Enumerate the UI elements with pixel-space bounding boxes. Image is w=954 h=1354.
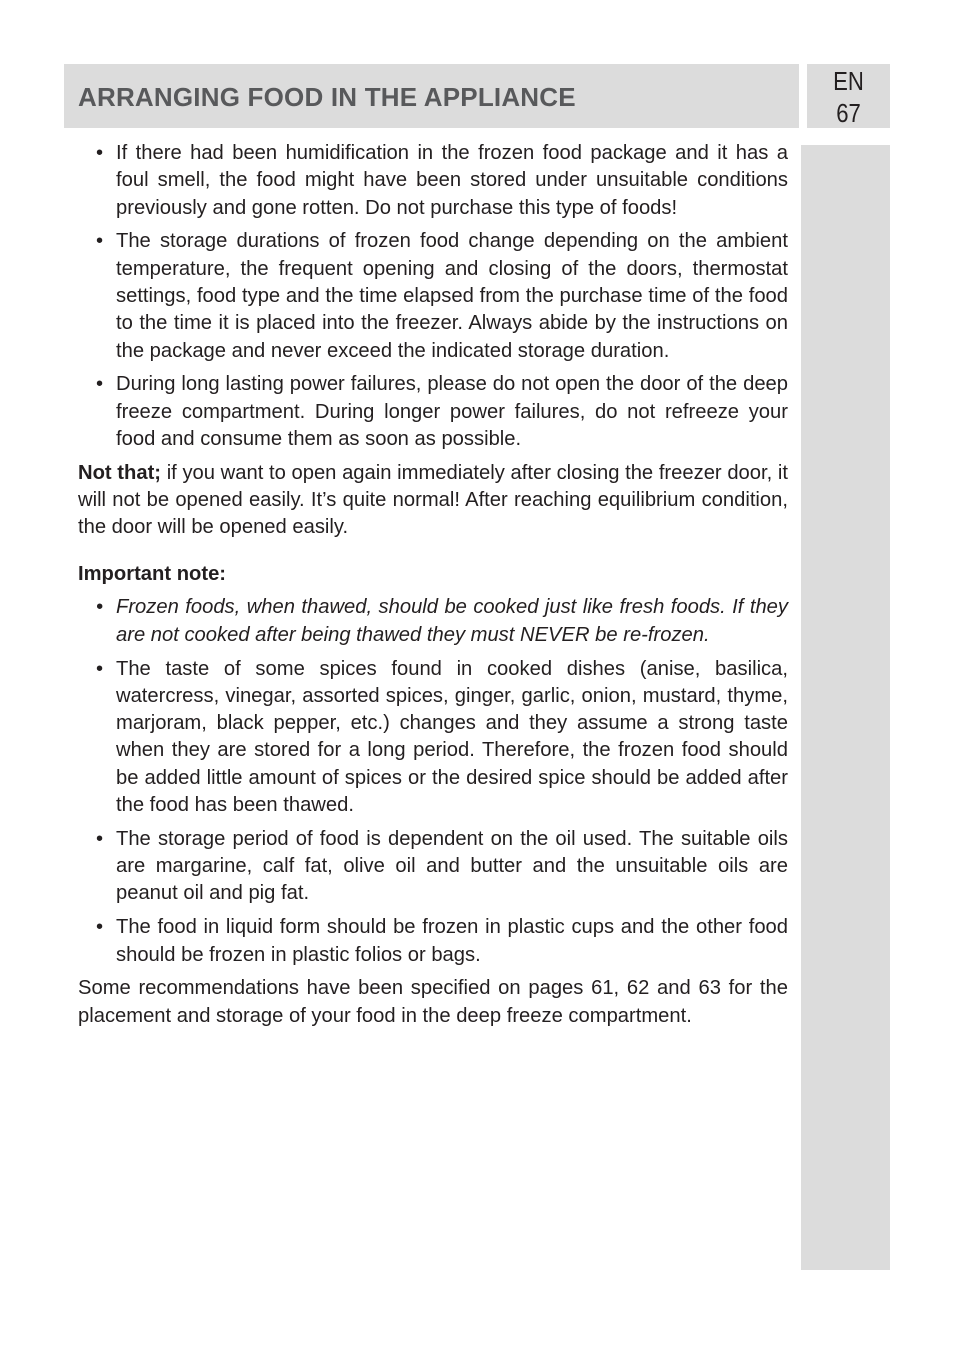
side-margin-column [801, 145, 890, 1270]
bullet-list-important [78, 594, 788, 968]
section-header [64, 64, 799, 128]
list-item: • Frozen foods, when thawed, should be cooked just like fresh foods. If they are not cooked after being thawed they must NEVER be re-frozen. [78, 594, 788, 649]
list-item: • The storage period of food is dependent on the oil used. The suitable oils are margarine, calf fat, olive oil and butter and the unsuitable oils are peanut oil and pig fat. [78, 826, 788, 908]
page-title: ARRANGING FOOD IN THE APPLIANCE [78, 82, 576, 112]
language-code: EN [833, 66, 864, 96]
note-text: if you want to open again immediately after closing the freezer door, it will not be opened easily. It’s quite normal! After reaching equilibrium condition, the door will be opened easily. [78, 461, 788, 539]
door-note-paragraph [78, 460, 788, 542]
important-note-heading: Important note: [78, 562, 227, 585]
closing-paragraph: Some recommendations have been specified on pages 61, 62 and 63 for the placement and storage of your food in the deep freeze compartment. [78, 977, 788, 1027]
list-item: • The storage durations of frozen food change depending on the ambient temperature, the frequent opening and closing of the doors, thermostat settings, food type and the time elapsed from the purchase time of the food to the time it is placed into the freezer. Always abide by the instructions on the package and never exceed the indicated storage duration. [78, 228, 788, 364]
main-content [78, 140, 788, 1030]
list-item: • The taste of some spices found in cooked dishes (anise, basilica, watercress, vinegar, assorted spices, ginger, garlic, onion, mustard, thyme, marjoram, black pepper, etc.) changes and they assume a strong taste when they are stored for a long period. Therefore, the frozen food should be added little amount of spices or the desired spice should be added after the food has been thawed. [78, 656, 788, 820]
list-item: • If there had been humidification in the frozen food package and it has a foul smell, the food might have been stored under unsuitable conditions previously and gone rotten. Do not purchase this type of foods! [78, 140, 788, 222]
list-item: • The food in liquid form should be frozen in plastic cups and the other food should be frozen in plastic folios or bags. [78, 914, 788, 969]
note-lead: Not that; [78, 461, 162, 484]
bullet-list-frozen-food [78, 140, 788, 453]
list-item: • During long lasting power failures, please do not open the door of the deep freeze compartment. During longer power failures, do not refreeze your food and consume them as soon as possible. [78, 371, 788, 453]
page-tab [807, 64, 890, 128]
page-number: 67 [836, 98, 861, 128]
